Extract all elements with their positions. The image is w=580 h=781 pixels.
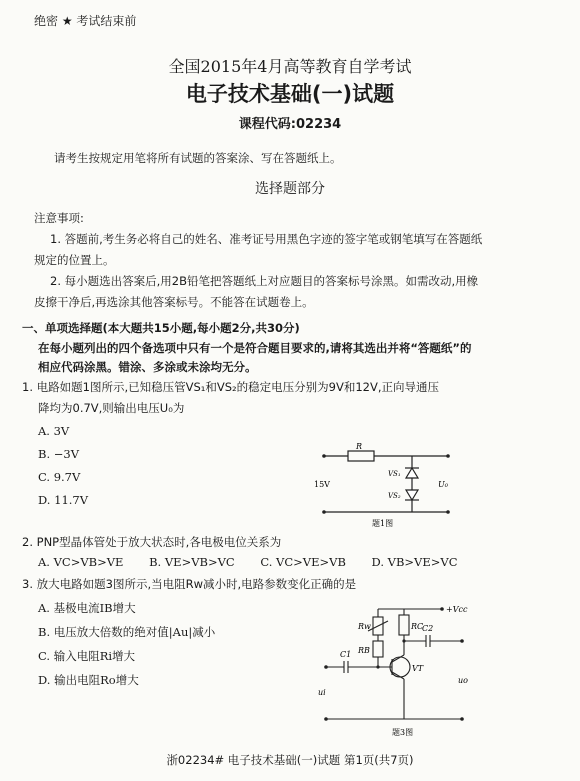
q3-fig-uo-label: uo bbox=[458, 676, 468, 685]
q1-option-b: B. −3V bbox=[38, 447, 80, 461]
q1-option-c: C. 9.7V bbox=[38, 470, 81, 484]
notes-heading: 注意事项: bbox=[34, 211, 84, 225]
subject-title: 电子技术基础(一)试题 bbox=[185, 82, 395, 106]
q1-fig-vin-label: 15V bbox=[314, 480, 330, 489]
q1-option-d: D. 11.7V bbox=[38, 493, 89, 507]
q2-option-d: D. VB>VE>VC bbox=[371, 555, 458, 569]
q3-option-b: B. 电压放大倍数的绝对值|Au|减小 bbox=[38, 625, 216, 639]
q1-fig-uo-label: U₀ bbox=[438, 480, 448, 489]
q3-fig-ui-label: ui bbox=[318, 688, 326, 697]
q3-fig-caption: 题3图 bbox=[392, 728, 414, 737]
course-code: 课程代码:02234 bbox=[238, 117, 342, 132]
note-2-line-1: 2. 每小题选出答案后,用2B铅笔把答题纸上对应题目的答案标号涂黑。如需改动,用橡 bbox=[50, 274, 479, 288]
q3-circuit-diagram bbox=[312, 595, 482, 743]
answer-instruction: 请考生按规定用笔将所有试题的答案涂、写在答题纸上。 bbox=[54, 151, 342, 165]
q2-options bbox=[38, 555, 480, 569]
q3-fig-rw-label: Rw bbox=[358, 622, 371, 631]
q3-fig-c1-label: C1 bbox=[340, 650, 352, 659]
q1-stem-line-2: 降均为0.7V,则输出电压U₀为 bbox=[38, 401, 185, 415]
part1-desc-line-2: 相应代码涂黑。错涂、多涂或未涂均无分。 bbox=[38, 360, 257, 374]
q1-fig-vs1-label: VS₁ bbox=[388, 470, 401, 478]
q1-option-a: A. 3V bbox=[38, 424, 70, 438]
q2-option-a: A. VC>VB>VE bbox=[38, 555, 124, 569]
part1-desc-line-1: 在每小题列出的四个备选项中只有一个是符合题目要求的,请将其选出并将“答题纸”的 bbox=[38, 341, 472, 355]
q1-fig-caption: 题1图 bbox=[372, 519, 394, 528]
part1-heading: 一、单项选择题(本大题共15小题,每小题2分,共30分) bbox=[22, 321, 300, 335]
q3-option-d: D. 输出电阻Ro增大 bbox=[38, 673, 139, 687]
note-1-line-1: 1. 答题前,考生务必将自己的姓名、准考证号用黑色字迹的签字笔或钢笔填写在答题纸 bbox=[50, 232, 483, 246]
q3-fig-rb-label: RB bbox=[358, 646, 370, 655]
q3-stem: 3. 放大电路如题3图所示,当电阻Rw减小时,电路参数变化正确的是 bbox=[22, 577, 357, 591]
q3-fig-vcc-label: +Vcc bbox=[446, 605, 468, 614]
q3-fig-vt-label: VT bbox=[412, 664, 424, 673]
note-2-line-2: 皮擦干净后,再选涂其他答案标号。不能答在试题卷上。 bbox=[34, 295, 314, 309]
q1-circuit-diagram bbox=[300, 440, 470, 530]
q3-option-a: A. 基极电流IB增大 bbox=[38, 601, 136, 615]
q1-stem-line-1: 1. 电路如题1图所示,已知稳压管VS₁和VS₂的稳定电压分别为9V和12V,正向导通压 bbox=[22, 380, 439, 394]
q2-stem: 2. PNP型晶体管处于放大状态时,各电极电位关系为 bbox=[22, 535, 282, 549]
q2-option-b: B. VE>VB>VC bbox=[149, 555, 235, 569]
confidential-mark: 绝密 ★ 考试结束前 bbox=[34, 14, 137, 28]
q1-fig-vs2-label: VS₂ bbox=[388, 492, 401, 500]
section-title: 选择题部分 bbox=[255, 181, 325, 197]
page-footer: 浙02234# 电子技术基础(一)试题 第1页(共7页) bbox=[166, 753, 414, 767]
q1-fig-r-label: R bbox=[356, 442, 363, 451]
q3-fig-rc-label: RC bbox=[411, 622, 424, 631]
exam-title: 全国2015年4月高等教育自学考试 bbox=[168, 57, 412, 76]
q3-option-c: C. 输入电阻Ri增大 bbox=[38, 649, 136, 663]
q3-fig-c2-label: C2 bbox=[422, 624, 434, 633]
note-1-line-2: 规定的位置上。 bbox=[34, 253, 115, 267]
q2-option-c: C. VC>VE>VB bbox=[260, 555, 346, 569]
